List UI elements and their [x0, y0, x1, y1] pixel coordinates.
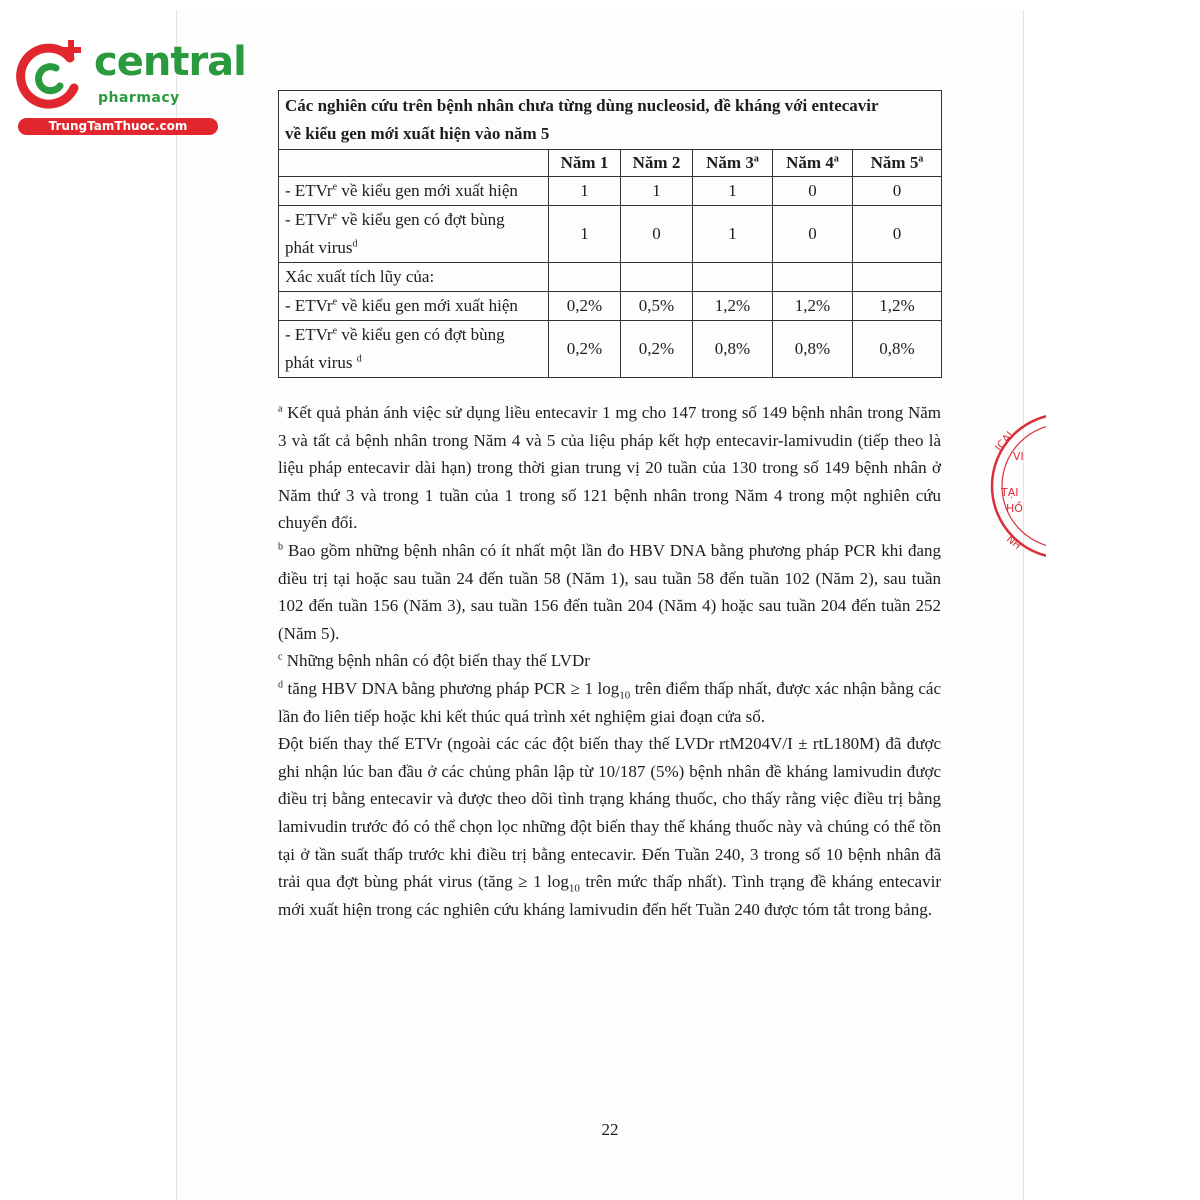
table-cell: 0,5% [621, 292, 693, 321]
footnote-c: $^c$ Những bệnh nhân có đột biến thay thế LVDr [278, 651, 590, 671]
row-label: - ETVr$^e$ về kiểu gen có đợt bùng phát virus$^d$ [279, 206, 549, 263]
table-cell: 0,8% [773, 321, 853, 378]
body-text [278, 399, 941, 923]
table-header-year: Năm 1 [549, 150, 621, 177]
svg-text:NH: NH [1004, 533, 1023, 552]
table-row [279, 321, 942, 378]
row-label: - ETVr$^e$ về kiểu gen có đợt bùng phát virus $^d$ [279, 321, 549, 378]
table-cell [549, 263, 621, 292]
svg-text:HỒ: HỒ [1006, 502, 1023, 515]
pharmacy-cross-icon [10, 36, 90, 116]
table-caption: Các nghiên cứu trên bệnh nhân chưa từng dùng nucleosid, đề kháng với entecavir về kiểu gen mới xuất hiện vào năm 5 [279, 91, 942, 150]
table-row [279, 292, 942, 321]
stamp-seal [986, 408, 1046, 568]
table-cell: 0 [853, 177, 942, 206]
table-cell: 1 [549, 206, 621, 263]
logo-name: central [94, 39, 246, 85]
table-cell: 0,8% [853, 321, 942, 378]
page-number: 22 [601, 1120, 619, 1139]
svg-text:ICAL: ICAL [992, 426, 1019, 454]
table-section-row [279, 263, 942, 292]
table-cell: 1 [693, 206, 773, 263]
table-cell: 0 [853, 206, 942, 263]
svg-text:VI: VI [1013, 450, 1024, 463]
table-cell: 0,8% [693, 321, 773, 378]
central-pharmacy-logo [8, 36, 246, 140]
table-cell: 1,2% [693, 292, 773, 321]
table-row [279, 177, 942, 206]
table-cell [621, 263, 693, 292]
table-row [279, 206, 942, 263]
table-cell: 1 [549, 177, 621, 206]
table-header-row [279, 150, 942, 177]
table-cell [773, 263, 853, 292]
table-header-year: Năm 5$^a$ [853, 150, 942, 177]
table-cell: 1 [693, 177, 773, 206]
table-cell: 1,2% [853, 292, 942, 321]
table-cell: 0 [773, 177, 853, 206]
table-cell: 0,2% [549, 292, 621, 321]
table-cell: 0,2% [549, 321, 621, 378]
footnote-b: $^b$ Bao gồm những bệnh nhân có ít nhất một lần đo HBV DNA bằng phương pháp PCR khi đang điều trị tại hoặc sau tuần 24 đến tuần 58 (Năm 1), sau tuần 58 đến tuần 102 (Năm 2), sau tuần 102 đến tuần 156 (Năm 3), sau tuần 156 đến tuần 204 (Năm 4) hoặc sau tuần 204 đến tuần 252 (Năm 5). [278, 540, 941, 643]
section-label: Xác xuất tích lũy của: [279, 263, 549, 292]
table-cell: 1,2% [773, 292, 853, 321]
main-paragraph: Đột biến thay thế ETVr (ngoài các các đột biến thay thế LVDr rtM204V/I ± rtL180M) đã được ghi nhận lúc ban đầu ở các chủng phân lập từ 10/187 (5%) bệnh nhân đề kháng lamivudin được điều trị bằng entecavir và được theo dõi tình trạng kháng thuốc, cho thấy rằng việc điều trị bằng lamivudin trước đó có thể chọn lọc những đột biến thay thế kháng thuốc này và chúng có thể tồn tại ở tần suất thấp trước khi điều trị bằng entecavir. Đến Tuần 240, 3 trong số 10 bệnh nhân đã trải qua đợt bùng phát virus (tăng ≥ 1 $\log_{10}$ trên mức thấp nhất). Tình trạng đề kháng entecavir mới xuất hiện trong các nghiên cứu kháng lamivudin đến hết Tuần 240 được tóm tắt trong bảng. [278, 734, 941, 919]
table-cell: 0 [773, 206, 853, 263]
svg-text:TẠI: TẠI [1001, 486, 1019, 499]
row-label: - ETVr$^e$ về kiểu gen mới xuất hiện [279, 292, 549, 321]
table-cell [853, 263, 942, 292]
logo-url-banner: TrungTamThuoc.com [18, 118, 218, 135]
logo-subtitle: pharmacy [98, 90, 180, 106]
table-cell [693, 263, 773, 292]
row-label: - ETVr$^e$ về kiểu gen mới xuất hiện [279, 177, 549, 206]
table-header-year: Năm 4$^a$ [773, 150, 853, 177]
table-header-year: Năm 2 [621, 150, 693, 177]
table-cell: 0,2% [621, 321, 693, 378]
table-header-empty [279, 150, 549, 177]
resistance-table [278, 90, 942, 378]
stamp-seal-icon [986, 408, 1046, 568]
table-cell: 1 [621, 177, 693, 206]
footnote-d: $^d$ tăng HBV DNA bằng phương pháp PCR ≥ 1 $\log_{10}$ trên điểm thấp nhất, được xác nhận bằng các lần đo liên tiếp hoặc khi kết thúc quá trình xét nghiệm giai đoạn cửa sổ. [278, 678, 941, 726]
table-cell: 0 [621, 206, 693, 263]
table-header-year: Năm 3$^a$ [693, 150, 773, 177]
footnote-a: $^a$ Kết quả phản ánh việc sử dụng liều entecavir 1 mg cho 147 trong số 149 bệnh nhân trong Năm 3 và tất cả bệnh nhân trong Năm 4 và 5 của liệu pháp kết hợp entecavir-lamivudin (tiếp theo là liệu pháp entecavir dài hạn) trong thời gian trung vị 20 tuần của 130 trong số 149 bệnh nhân ở Năm thứ 3 và trong 1 tuần của 1 trong số 121 bệnh nhân trong Năm 4 trong một nghiên cứu chuyển đổi. [278, 403, 941, 533]
